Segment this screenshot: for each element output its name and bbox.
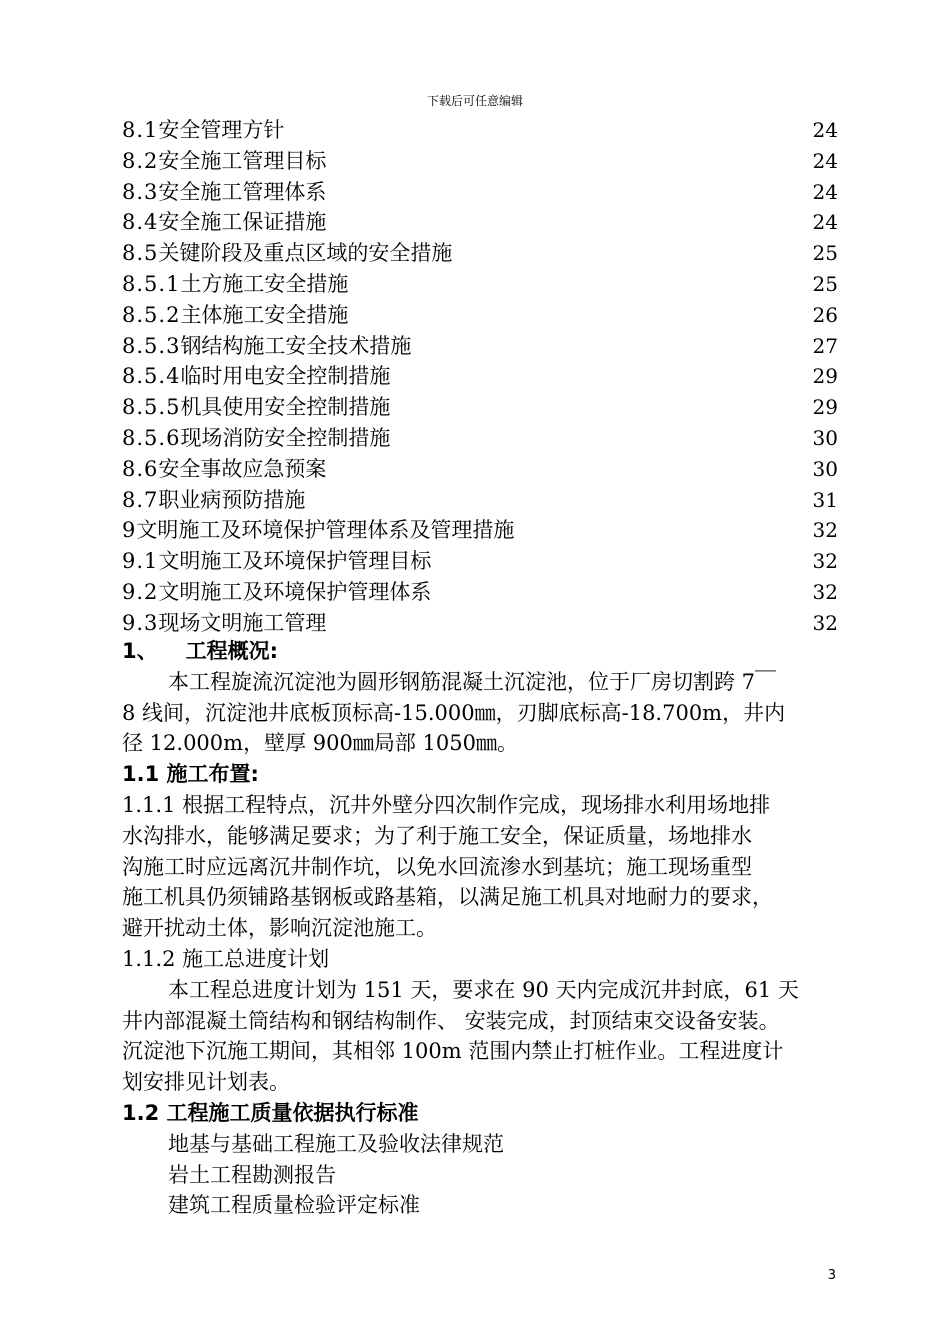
toc-entry: [122, 608, 838, 639]
toc-entry: [122, 300, 838, 331]
standard-item: 地基与基础工程施工及验收法律规范: [168, 1131, 504, 1156]
toc-entry: [122, 546, 838, 577]
subsection-heading: 1.1 施工布置:: [122, 762, 259, 787]
standard-item: 岩土工程勘测报告: [168, 1162, 336, 1187]
paragraph-line: 1.1.1 根据工程特点，沉井外壁分四次制作完成，现场排水利用场地排: [122, 792, 771, 817]
paragraph-line: 本工程总进度计划为 151 天，要求在 90 天内完成沉井封底，61 天: [168, 977, 799, 1002]
toc-entry: [122, 485, 838, 516]
toc-page: 32: [812, 610, 838, 635]
table-of-contents: [122, 115, 838, 639]
toc-number: 8.5.5: [122, 395, 181, 420]
toc-entry: [122, 423, 838, 454]
toc-title: 安全施工管理目标: [158, 148, 327, 173]
toc-entry: [122, 207, 838, 238]
toc-entry: [122, 577, 838, 608]
toc-entry: [122, 177, 838, 208]
toc-entry: [122, 392, 838, 423]
toc-entry: [122, 238, 838, 269]
paragraph-line: 水沟排水，能够满足要求；为了利于施工安全，保证质量，场地排水: [122, 823, 752, 848]
toc-number: 8.5.1: [122, 271, 181, 296]
toc-number: 8.7: [122, 487, 159, 512]
toc-page: 26: [812, 302, 838, 327]
paragraph-line: 本工程旋流沉淀池为圆形钢筋混凝土沉淀池，位于厂房切割跨 7￣: [168, 669, 777, 694]
toc-title: 现场文明施工管理: [158, 610, 327, 635]
toc-page: 29: [812, 395, 838, 420]
document-body: [122, 636, 838, 1221]
toc-title: 土方施工安全措施: [180, 271, 349, 296]
toc-page: 29: [812, 364, 838, 389]
toc-title: 安全事故应急预案: [158, 456, 327, 481]
toc-title: 安全管理方针: [158, 118, 285, 142]
toc-number: 9: [122, 518, 137, 543]
toc-page: 32: [812, 549, 838, 574]
section-number: 1、: [122, 639, 158, 663]
toc-page: 24: [812, 179, 838, 204]
section-title: 工程概况:: [185, 639, 279, 663]
toc-entry: [122, 269, 838, 300]
toc-title: 临时用电安全控制措施: [180, 364, 391, 389]
toc-entry: [122, 115, 838, 146]
toc-title: 现场消防安全控制措施: [180, 425, 391, 450]
toc-number: 8.3: [122, 179, 159, 204]
toc-page: 30: [812, 456, 838, 481]
toc-number: 8.5.2: [122, 302, 181, 327]
toc-entry: [122, 146, 838, 177]
toc-title: 文明施工及环境保护管理体系及管理措施: [136, 518, 515, 543]
paragraph-line: 径 12.000m，壁厚 900㎜局部 1050㎜。: [122, 731, 518, 756]
toc-title: 文明施工及环境保护管理体系: [158, 579, 432, 604]
toc-number: 8.6: [122, 456, 159, 481]
subsection-heading: 1.2 工程施工质量依据执行标准: [122, 1100, 419, 1125]
paragraph-line: 避开扰动土体，影响沉淀池施工。: [122, 916, 437, 941]
toc-page: 30: [812, 425, 838, 450]
toc-page: 24: [812, 210, 838, 235]
toc-page: 27: [812, 333, 838, 358]
paragraph-line: 划安排见计划表。: [122, 1070, 290, 1095]
paragraph-line: 井内部混凝土筒结构和钢结构制作、 安装完成，封顶结束交设备安装。: [122, 1008, 780, 1033]
toc-number: 8.5.3: [122, 333, 181, 358]
toc-entry: [122, 515, 838, 546]
toc-title: 安全施工管理体系: [158, 179, 327, 204]
toc-number: 9.3: [122, 610, 159, 635]
standard-item: 建筑工程质量检验评定标准: [168, 1193, 420, 1218]
toc-page: 31: [812, 487, 838, 512]
toc-page: 24: [812, 148, 838, 173]
paragraph-line: 施工机具仍须铺路基钢板或路基箱，以满足施工机具对地耐力的要求，: [122, 885, 773, 910]
page-number: 3: [827, 1268, 836, 1283]
toc-page: 25: [812, 241, 838, 266]
toc-title: 钢结构施工安全技术措施: [180, 333, 412, 358]
header-note: 下载后可任意编辑: [426, 94, 523, 108]
toc-title: 关键阶段及重点区域的安全措施: [158, 241, 453, 266]
toc-number: 8.5.4: [122, 364, 181, 389]
paragraph-line: 沉淀池下沉施工期间，其相邻 100m 范围内禁止打桩作业。工程进度计: [122, 1039, 784, 1064]
toc-title: 文明施工及环境保护管理目标: [158, 549, 432, 574]
toc-number: 8.1: [122, 118, 159, 142]
toc-title: 职业病预防措施: [158, 487, 306, 512]
paragraph-line: 沟施工时应远离沉井制作坑，以免水回流渗水到基坑；施工现场重型: [122, 854, 752, 879]
toc-entry: [122, 361, 838, 392]
toc-number: 8.4: [122, 210, 159, 235]
toc-title: 机具使用安全控制措施: [180, 395, 391, 420]
toc-page: 32: [812, 518, 838, 543]
section-heading: [122, 636, 838, 667]
toc-page: 32: [812, 579, 838, 604]
toc-title: 主体施工安全措施: [180, 302, 349, 327]
toc-page: 24: [812, 118, 838, 142]
toc-number: 8.2: [122, 148, 159, 173]
toc-number: 9.2: [122, 579, 159, 604]
toc-number: 9.1: [122, 549, 159, 574]
toc-page: 25: [812, 271, 838, 296]
item-heading: 1.1.2 施工总进度计划: [122, 946, 330, 971]
toc-entry: [122, 454, 838, 485]
paragraph-line: 8 线间，沉淀池井底板顶标高-15.000㎜，刃脚底标高-18.700m，井内: [122, 700, 786, 725]
toc-number: 8.5.6: [122, 425, 181, 450]
toc-entry: [122, 331, 838, 362]
toc-title: 安全施工保证措施: [158, 210, 327, 235]
toc-number: 8.5: [122, 241, 159, 266]
